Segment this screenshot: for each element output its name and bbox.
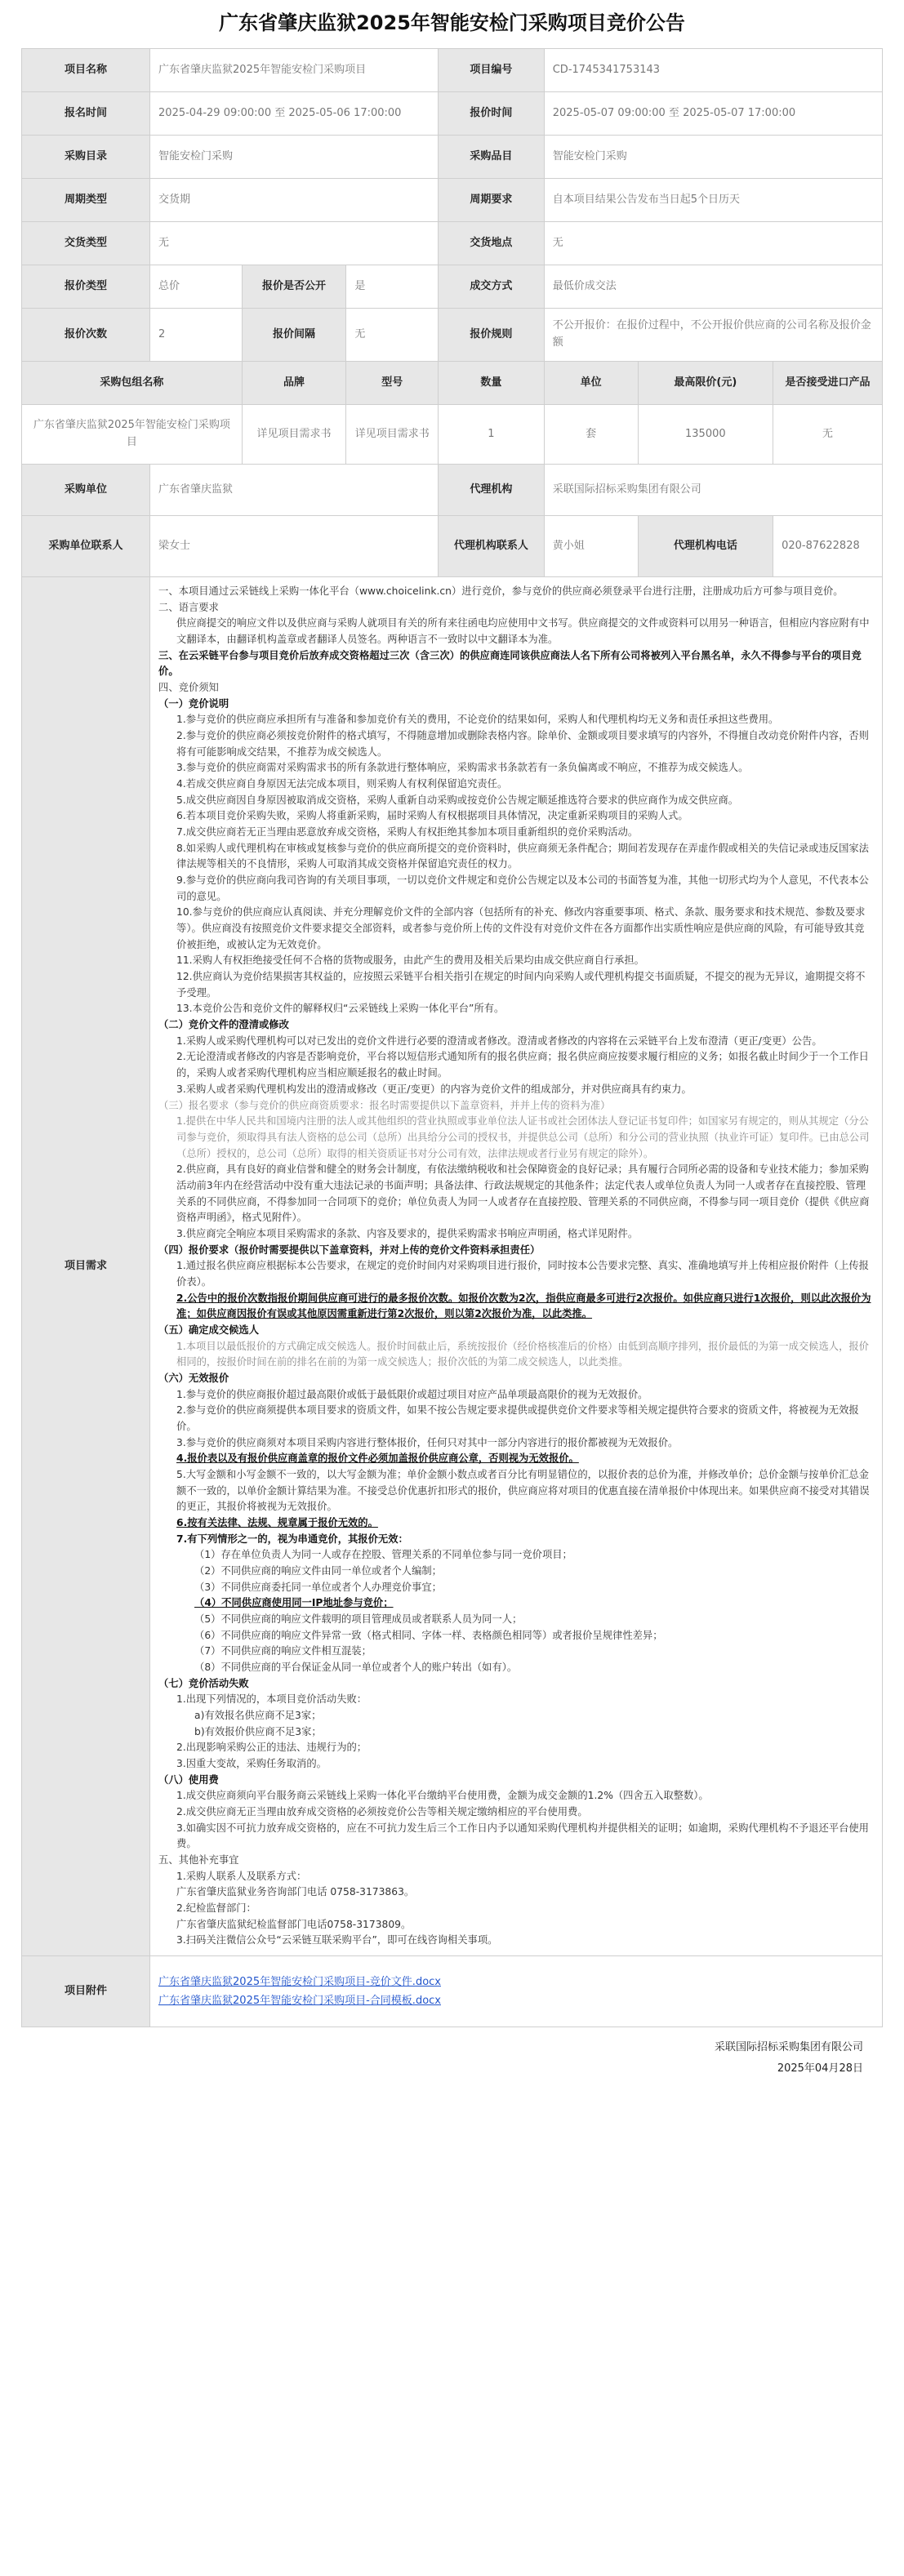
requirement-line: （8）不同供应商的平台保证金从同一单位或者个人的账户转出（如有）。 [194, 1662, 518, 1674]
pkg-import: 无 [773, 405, 883, 465]
delivery-place-label: 交货地点 [439, 222, 545, 265]
requirement-line: 13.本竞价公告和竞价文件的解释权归“云采链线上采购一体化平台”所有。 [176, 1003, 505, 1015]
requirement-line: 2.成交供应商无正当理由放弃成交资格的必须按竞价公告等相关规定缴纳相应的平台使用费。 [176, 1806, 588, 1818]
requirement-line: 五、其他补充事宜 [158, 1854, 239, 1866]
requirement-line: （六）无效报价 [158, 1372, 229, 1384]
attachments-label: 项目附件 [22, 1956, 150, 2027]
pkg-header-unit: 单位 [544, 362, 638, 405]
page-title: 广东省肇庆监狱2025年智能安检门采购项目竞价公告 [219, 11, 685, 34]
requirement-line: （5）不同供应商的响应文件载明的项目管理成员或者联系人员为同一人； [194, 1613, 523, 1625]
agency: 采联国际招标采购集团有限公司 [544, 465, 882, 516]
requirement-line: 2.供应商，具有良好的商业信誉和健全的财务会计制度，有依法缴纳税收和社会保障资金的良好记录；具有履行合同所必需的设备和专业技术能力；参加采购活动前3年内在经营活动中没有重大违法记录的书面声明；具备法律、行政法规规定的其他条件；法定代表人或单位负责人为同一人或者存在直接控股、管理关系的不同供应商，不得参加同一合同项下的竞价；单位负责人为同一人或者存在直接控股、管理关系的不同供应商，不得参与同一项目竞价（提供《供应商资格声明函》，格式见附件）。 [176, 1163, 870, 1224]
quote-count: 2 [150, 309, 243, 362]
quote-rule: 不公开报价：在报价过程中，不公开报价供应商的公司名称及报价金额 [544, 309, 882, 362]
requirement-line: 3.如确实因不可抗力放弃成交资格的，应在不可抗力发生后三个工作日内予以通知采购代理机构并提供相关的证明；如逾期，采购代理机构不予退还平台使用费。 [176, 1822, 869, 1850]
requirement-line: 7.有下列情形之一的，视为串通竞价，其报价无效： [176, 1533, 408, 1545]
requirement-line: 4.报价表以及有报价供应商盖章的报价文件必须加盖报价供应商公章，否则视为无效报价。 [176, 1453, 579, 1465]
deal-method-label: 成交方式 [439, 265, 545, 309]
agency-contact: 黄小姐 [544, 516, 638, 577]
pkg-header-name: 采购包组名称 [22, 362, 243, 405]
requirement-line: 四、竞价须知 [158, 682, 219, 694]
requirement-line: （6）不同供应商的响应文件异常一致（格式相同、字体一样、表格颜色相同等）或者报价呈规律性差异； [194, 1629, 663, 1641]
requirement-line: （3）不同供应商委托同一单位或者个人办理竞价事宜； [194, 1581, 442, 1593]
pkg-header-max-price: 最高限价(元) [638, 362, 773, 405]
requirement-line: 2.出现影响采购公正的违法、违规行为的； [176, 1742, 367, 1754]
requirement-line: 2.纪检监督部门： [176, 1902, 256, 1915]
delivery-cycle: 自本项目结果公告发布当日起5个日历天 [544, 179, 882, 222]
footer-org: 采联国际招标采购集团有限公司 [714, 2041, 863, 2054]
requirement-line: （二）竞价文件的澄清或修改 [158, 1019, 289, 1031]
requirement-line: 二、语言要求 [158, 601, 219, 613]
pkg-brand: 详见项目需求书 [242, 405, 346, 465]
catalog-label: 采购目录 [22, 136, 150, 179]
requirement-line: 2.公告中的报价次数指报价期间供应商可进行的最多报价次数。如报价次数为2次，指供应商最多可进行2次报价。如供应商只进行1次报价，则以此次报价为准；如供应商因报价有误或其他原因需重新进行第2次报价，则以第2次报价为准，以此类推。 [176, 1292, 871, 1320]
requirement-line: （七）竞价活动失败 [158, 1677, 249, 1689]
pkg-model: 详见项目需求书 [346, 405, 439, 465]
pkg-header-brand: 品牌 [242, 362, 346, 405]
pkg-header-qty: 数量 [439, 362, 545, 405]
quote-type-label: 报价类型 [22, 265, 150, 309]
pkg-max-price: 135000 [638, 405, 773, 465]
pkg-header-model: 型号 [346, 362, 439, 405]
delivery-cycle-label: 周期要求 [439, 179, 545, 222]
requirement-line: 广东省肇庆监狱业务咨询部门电话 0758-3173863。 [176, 1886, 415, 1898]
agency-phone-label: 代理机构电话 [638, 516, 773, 577]
buyer: 广东省肇庆监狱 [150, 465, 439, 516]
requirement-line: 供应商提交的响应文件以及供应商与采购人就项目有关的所有来往函电均应使用中文书写。供应商提交的文件或资料可以用另一种语言，但相应内容应附有中文翻译本，由翻译机构盖章或者翻译人员签名。两种语言不一致时以中文翻译本为准。 [176, 617, 870, 646]
requirement-line: 10.参与竞价的供应商应认真阅读、并充分理解竞价文件的全部内容（包括所有的补充、修改内容重要事项、格式、条款、服务要求和技术规范、参数及要求等）。供应商没有按照竞价文件要求提交全部资料，或者参与竞价所上传的文件没有对竞价文件在各方面都作出实质性响应是供应商的风险，有可能导致其竞价被拒绝，或被认定为无效竞价。 [176, 906, 866, 950]
delivery-place: 无 [544, 222, 882, 265]
quote-time-label: 报价时间 [439, 92, 545, 136]
requirement-line: 3.供应商完全响应本项目采购需求的条款、内容及要求的，提供采购需求书响应声明函，格式详见附件。 [176, 1227, 639, 1239]
requirement-line: 2.无论澄清或者修改的内容是否影响竞价，平台将以短信形式通知所有的报名供应商；报名供应商应按要求履行相应的义务；如报名截止时间少于一个工作日的，采购人或者采购代理机构应当相应顺延报名的截止时间。 [176, 1051, 869, 1079]
requirement-line: （三）报名要求（参与竞价的供应商资质要求：报名时需要提供以下盖章资料，并并上传的资料为准） [158, 1099, 611, 1111]
requirement-line: （7）不同供应商的响应文件相互混装； [194, 1645, 372, 1657]
requirement-line: 1.采购人联系人及联系方式： [176, 1870, 307, 1882]
requirement-line: （2）不同供应商的响应文件由同一单位或者个人编制； [194, 1564, 442, 1577]
requirement-line: 3.采购人或者采购代理机构发出的澄清或修改（更正/变更）的内容为竞价文件的组成部分，并对供应商具有约束力。 [176, 1083, 692, 1095]
footer [21, 2027, 883, 2080]
cycle-type-label: 周期类型 [22, 179, 150, 222]
requirement-line: 3.因重大变故，采购任务取消的。 [176, 1758, 327, 1770]
requirement-line: 5.成交供应商因自身原因被取消成交资格，采购人重新自动采购或按竞价公告规定顺延推选符合要求的供应商作为成交供应商。 [176, 794, 739, 806]
buyer-contact: 梁女士 [150, 516, 439, 577]
attachments-cell [150, 1956, 883, 2027]
requirement-line: 一、本项目通过云采链线上采购一体化平台（www.choicelink.cn）进行竞价，参与竞价的供应商必须登录平台进行注册，注册成功后方可参与项目竞价。 [158, 585, 844, 597]
requirement-line: 1.本项目以最低报价的方式确定成交候选人。报价时间截止后，系统按报价（经价格核准后的价格）由低到高顺序排列，报价最低的为第一成交候选人，报价相同的，按报价时间在前的排名在前的为第一成交候选人；报价次低的为第二成交候选人，以此类推。 [176, 1340, 869, 1368]
agency-label: 代理机构 [439, 465, 545, 516]
requirement-line: 12.供应商认为竞价结果损害其权益的，应按照云采链平台相关指引在规定的时间内向采购人或代理机构提交书面质疑，不提交的视为无异议，逾期提交将不予受理。 [176, 971, 866, 999]
requirement-line: （五）确定成交候选人 [158, 1324, 260, 1336]
buyer-label: 采购单位 [22, 465, 150, 516]
cycle-type: 交货期 [150, 179, 439, 222]
attachment-link-contract-template[interactable]: 广东省肇庆监狱2025年智能安检门采购项目-合同模板.docx [158, 1995, 441, 2008]
agency-phone: 020-87622828 [773, 516, 883, 577]
project-no-label: 项目编号 [439, 49, 545, 92]
agency-contact-label: 代理机构联系人 [439, 516, 545, 577]
requirement-line: 3.参与竞价的供应商需对采购需求书的所有条款进行整体响应，采购需求书条款若有一条负偏离或不响应，不推荐为成交候选人。 [176, 762, 749, 774]
requirement-line: 2.参与竞价的供应商必须按竞价附件的格式填写，不得随意增加或删除表格内容。除单价、金额或项目要求填写的内容外，不得擅自改动竞价附件内容，否则将有可能影响成交结果，不推荐为成交候选人。 [176, 730, 869, 758]
requirement-line: 5.大写金额和小写金额不一致的，以大写金额为准；单价金额小数点或者百分比有明显错位的，以报价表的总价为准，并修改单价；总价金额与按单价汇总金额不一致的，以单价金额计算结果为准。不接受总价优惠折扣形式的报价，供应商应将对项目的优惠直接在清单报价中体现出来。如果供应商不接受对其错误的更正，其报价将被视为无效报价。 [176, 1468, 870, 1513]
requirement-line: 1.通过报名供应商应根据标本公告要求，在规定的竞价时间内对采购项目进行报价，同时按本公告要求完整、真实、准确地填写并上传相应报价附件（上传报价表）。 [176, 1260, 869, 1288]
requirement-line: 9.参与竞价的供应商向我司咨询的有关项目事项，一切以竞价文件规定和竞价公告规定以及本公司的书面答复为准，其他一切形式均为个人意见，不代表本公司的意见。 [176, 874, 869, 902]
signup-time: 2025-04-29 09:00:00 至 2025-05-06 17:00:00 [150, 92, 439, 136]
quote-interval-label: 报价间隔 [242, 309, 346, 362]
requirement-line: 3.扫码关注微信公众号“云采链互联采购平台”，即可在线咨询相关事项。 [176, 1934, 498, 1946]
quote-count-label: 报价次数 [22, 309, 150, 362]
item-name-label: 采购品目 [439, 136, 545, 179]
quote-interval: 无 [346, 309, 439, 362]
requirement-line: a)有效报名供应商不足3家； [194, 1710, 322, 1722]
requirement-line: （1）存在单位负责人为同一人或存在控股、管理关系的不同单位参与同一竞价项目； [194, 1549, 572, 1561]
quote-public: 是 [346, 265, 439, 309]
requirement-line: （四）报价要求（报价时需要提供以下盖章资料，并对上传的竞价文件资料承担责任） [158, 1244, 541, 1256]
requirement-line: 4.若成交供应商自身原因无法完成本项目，则采购人有权利保留追究责任。 [176, 778, 508, 790]
item-name: 智能安检门采购 [544, 136, 882, 179]
requirement-line: 1.成交供应商须向平台服务商云采链线上采购一体化平台缴纳平台使用费，金额为成交金额的1.2%（四舍五入取整数）。 [176, 1790, 709, 1802]
delivery-type-label: 交货类型 [22, 222, 150, 265]
quote-rule-label: 报价规则 [439, 309, 545, 362]
project-no: CD-1745341753143 [544, 49, 882, 92]
requirement-line: b)有效报价供应商不足3家； [194, 1725, 322, 1737]
catalog: 智能安检门采购 [150, 136, 439, 179]
requirement-line: （4）不同供应商使用同一IP地址参与竞价； [194, 1597, 394, 1609]
pkg-unit: 套 [544, 405, 638, 465]
attachment-link-bidding-doc[interactable]: 广东省肇庆监狱2025年智能安检门采购项目-竞价文件.docx [158, 1975, 441, 1988]
requirement-line: 广东省肇庆监狱纪检监督部门电话0758-3173809。 [176, 1918, 412, 1930]
requirement-line: （一）竞价说明 [158, 697, 229, 710]
requirement-line: 8.如采购人或代理机构在审核或复核参与竞价的供应商所提交的竞价资料时，供应商须无条件配合；期间若发现存在弄虚作假或相关的失信记录或违反国家法律法规等相关的不良情形，采购人可取消其成交资格并保留追究责任的权力。 [176, 842, 869, 870]
requirement-line: 1.参与竞价的供应商报价超过最高限价或低于最低限价或超过项目对应产品单项最高限价的视为无效报价。 [176, 1388, 648, 1400]
quote-public-label: 报价是否公开 [242, 265, 346, 309]
quote-time: 2025-05-07 09:00:00 至 2025-05-07 17:00:00 [544, 92, 882, 136]
pkg-header-import: 是否接受进口产品 [773, 362, 883, 405]
delivery-type: 无 [150, 222, 439, 265]
requirement-line: 2.参与竞价的供应商须提供本项目要求的资质文件，如果不按公告规定要求提供或提供竞价文件要求等相关规定提供符合要求的资质文件，将被视为无效报价。 [176, 1404, 859, 1432]
pkg-qty: 1 [439, 405, 545, 465]
requirement-line: 7.成交供应商若无正当理由恶意放弃成交资格，采购人有权拒绝其参加本项目重新组织的竞价采购活动。 [176, 826, 639, 839]
info-table [21, 48, 883, 2027]
requirement-line: 6.若本项目竞价采购失败，采购人将重新采购，届时采购人有权根据项目具体情况，决定重新采购项目的采购人式。 [176, 810, 688, 822]
quote-type: 总价 [150, 265, 243, 309]
requirements-label: 项目需求 [22, 577, 150, 1956]
requirement-line: 6.按有关法律、法规、规章属于报价无效的。 [176, 1516, 378, 1528]
deal-method: 最低价成交法 [544, 265, 882, 309]
footer-date: 2025年04月28日 [777, 2062, 863, 2075]
project-name: 广东省肇庆监狱2025年智能安检门采购项目 [150, 49, 439, 92]
requirements-body [150, 577, 883, 1956]
requirement-line: 3.参与竞价的供应商须对本项目采购内容进行整体报价，任何只对其中一部分内容进行的报价都被视为无效报价。 [176, 1436, 679, 1448]
requirement-line: 1.出现下列情况的，本项目竞价活动失败： [176, 1693, 367, 1706]
requirement-line: 1.提供在中华人民共和国境内注册的法人或其他组织的营业执照或事业单位法人证书或社会团体法人登记证书复印件；如国家另有规定的，则从其规定（分公司参与竞价，须取得具有法人资格的总公司（总所）出具给分公司的授权书，并提供总公司（总所）和分公司的营业执照（执业许可证）复印件。已由总公司（总所）授权的，总公司（总所）取得的相关资质证书对分公司有效，法律法规或者行业另有规定的除外）。 [176, 1115, 870, 1159]
requirement-line: 三、在云采链平台参与项目竞价后放弃成交资格超过三次（含三次）的供应商连同该供应商法人名下所有公司将被列入平台黑名单，永久不得参与平台的项目竞价。 [158, 649, 862, 678]
signup-time-label: 报名时间 [22, 92, 150, 136]
requirement-line: 1.采购人或采购代理机构可以对已发出的竞价文件进行必要的澄清或者修改。澄清或者修改的内容将在云采链平台上发布澄清（更正/变更）公告。 [176, 1034, 822, 1047]
pkg-name: 广东省肇庆监狱2025年智能安检门采购项目 [22, 405, 243, 465]
requirement-line: （八）使用费 [158, 1773, 219, 1786]
requirement-line: 11.采购人有权拒绝接受任何不合格的货物或服务，由此产生的费用及相关后果均由成交供应商自行承担。 [176, 954, 644, 967]
buyer-contact-label: 采购单位联系人 [22, 516, 150, 577]
project-name-label: 项目名称 [22, 49, 150, 92]
requirement-line: 1.参与竞价的供应商应承担所有与准备和参加竞价有关的费用，不论竞价的结果如何，采购人和代理机构均无义务和责任承担这些费用。 [176, 714, 779, 726]
